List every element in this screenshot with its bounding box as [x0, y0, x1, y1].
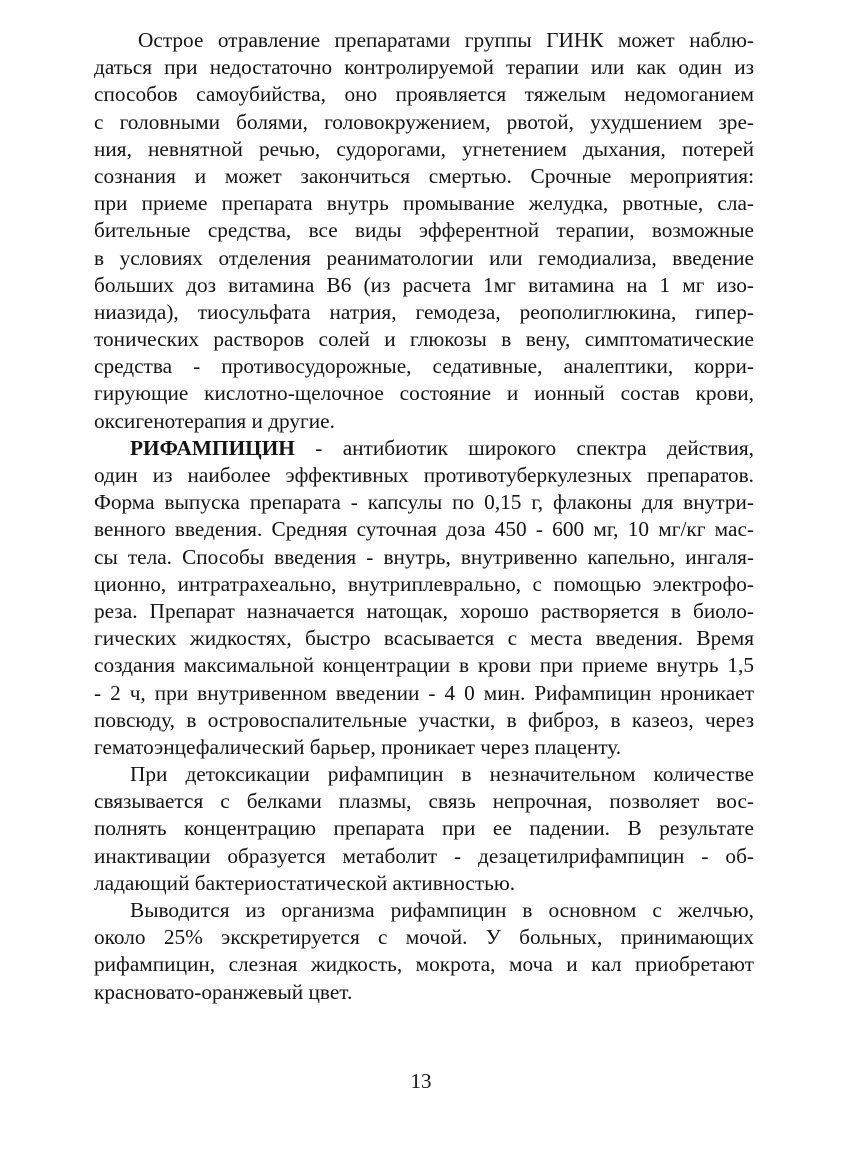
text-line: красновато-оранжевый цвет.	[94, 979, 353, 1004]
text-line: При детоксикации рифампицин в незначительном количестве	[130, 762, 754, 787]
text-line: в условиях отделения реаниматологии или гемодиализа, введение	[94, 245, 754, 270]
text-line: гических жидкостях, быстро всасывается с места введения. Время	[94, 626, 754, 651]
text-run: - антибиотик широкого спектра действия,	[294, 435, 754, 460]
text-line: повсюду, в островоспалительные участки, в фиброз, в казеоз, через	[94, 707, 754, 732]
paragraph-rifampicin-intro	[94, 435, 754, 761]
page-number: 13	[410, 1069, 432, 1093]
text-line: венного введения. Средняя суточная доза 450 - 600 мг, 10 мг/кг мас-	[94, 517, 754, 542]
paragraph-poisoning	[94, 27, 754, 435]
text-line: ния, невнятной речью, судорогами, угнетением дыхания, потерей	[94, 136, 754, 161]
text-line	[94, 435, 754, 462]
text-line: больших доз витамина В6 (из расчета 1мг витамина на 1 мг изо-	[94, 272, 754, 297]
text-line: даться при недостаточно контролируемой терапии или как один из	[94, 55, 754, 80]
text-line: реза. Препарат назначается натощак, хорошо растворяется в биоло-	[94, 598, 754, 623]
text-line: сы тела. Способы введения - внутрь, внутривенно капельно, ингаля-	[94, 544, 754, 569]
text-line: рифампицин, слезная жидкость, мокрота, моча и кал приобретают	[94, 952, 754, 977]
text-line: с головными болями, головокружением, рвотой, ухудшением зре-	[94, 109, 754, 134]
text-line: при приеме препарата внутрь промывание желудка, рвотные, сла-	[94, 191, 754, 216]
paragraph-excretion	[94, 897, 754, 1006]
text-line: один из наиболее эффективных противотуберкулезных препаратов.	[94, 463, 754, 487]
text-line: способов самоубийства, оно проявляется тяжелым недомоганием	[94, 82, 754, 107]
text-line: сознания и может закончиться смертью. Срочные мероприятия:	[94, 163, 754, 188]
text-line: инактивации образуется метаболит - дезацетилрифампицин - об-	[94, 843, 754, 868]
text-line: Форма выпуска препарата - капсулы по 0,15 г, флаконы для внутри-	[94, 490, 754, 515]
text-line: гирующие кислотно-щелочное состояние и ионный состав крови,	[94, 381, 754, 406]
text-line: бительные средства, все виды эфферентной терапии, возможные	[94, 218, 754, 243]
text-line: оксигенотерапия и другие.	[94, 408, 335, 433]
text-line: полнять концентрацию препарата при ее падении. В результате	[94, 816, 754, 841]
text-line: связывается с белками плазмы, связь непрочная, позволяет вос-	[94, 789, 754, 814]
text-line: средства - противосудорожные, седативные, аналептики, корри-	[94, 354, 754, 379]
page-body	[94, 27, 754, 1006]
paragraph-detoxication	[94, 761, 754, 897]
text-line: ниазида), тиосульфата натрия, гемодеза, реополиглюкина, гипер-	[94, 299, 754, 324]
text-line: Выводится из организма рифампицин в основном с желчью,	[130, 898, 754, 922]
text-line: - 2 ч, при внутривенном введении - 4 0 мин. Рифампицин нроникает	[94, 680, 754, 705]
text-line: тонических растворов солей и глюкозы в вену, симптоматические	[94, 327, 754, 352]
text-line: около 25% экскретируется с мочой. У больных, принимающих	[94, 925, 754, 950]
text-line: ционно, интратрахеально, внутриплеврально, с помощью электрофо-	[94, 571, 754, 596]
text-line: гематоэнцефалический барьер, проникает через плаценту.	[94, 734, 622, 759]
text-line: ладающий бактериостатической активностью.	[94, 870, 516, 895]
text-line: Острое отравление препаратами группы ГИНК может наблю-	[138, 28, 754, 52]
drug-name-heading: РИФАМПИЦИН	[130, 435, 295, 460]
text-line: создания максимальной концентрации в крови при приеме внутрь 1,5	[94, 653, 754, 678]
